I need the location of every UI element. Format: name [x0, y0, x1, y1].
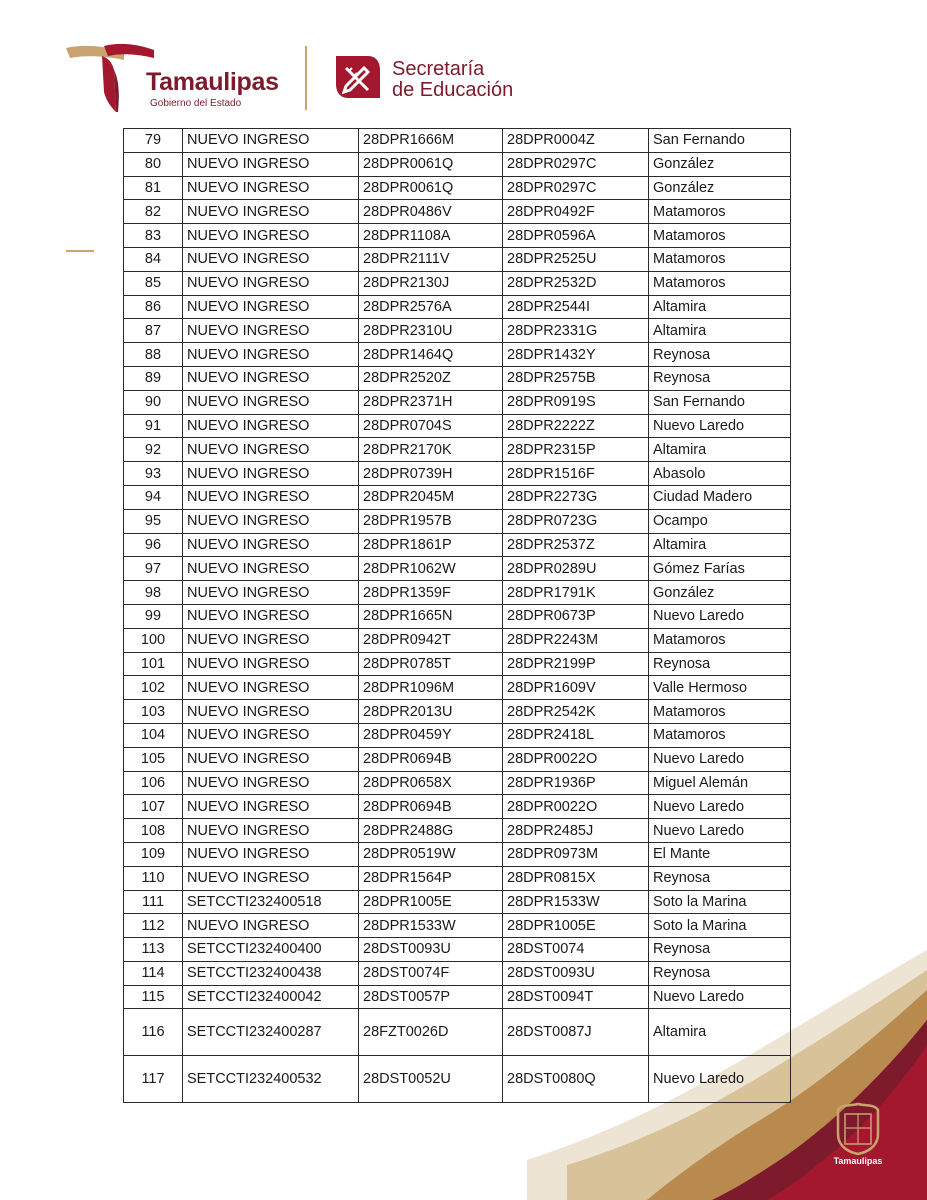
table-row — [124, 795, 791, 819]
municipality-cell: Nuevo Laredo — [649, 604, 791, 628]
cct-origin-cell: 28DST0074F — [359, 961, 503, 985]
municipality-cell: Reynosa — [649, 652, 791, 676]
cct-destination-cell: 28DPR0973M — [503, 842, 649, 866]
municipality-cell: González — [649, 152, 791, 176]
table-row — [124, 581, 791, 605]
row-number-cell: 109 — [124, 842, 183, 866]
table-row — [124, 938, 791, 962]
folio-cell: NUEVO INGRESO — [183, 652, 359, 676]
municipality-cell: Matamoros — [649, 224, 791, 248]
municipality-cell: Nuevo Laredo — [649, 795, 791, 819]
row-number-cell: 114 — [124, 961, 183, 985]
row-number-cell: 85 — [124, 271, 183, 295]
secretaria-line-1: Secretaría — [392, 58, 485, 80]
cct-destination-cell: 28DPR2544I — [503, 295, 649, 319]
state-seal — [818, 1102, 898, 1192]
row-number-cell: 92 — [124, 438, 183, 462]
folio-cell: NUEVO INGRESO — [183, 581, 359, 605]
row-number-cell: 102 — [124, 676, 183, 700]
cct-origin-cell: 28DPR2045M — [359, 485, 503, 509]
folio-cell: NUEVO INGRESO — [183, 628, 359, 652]
table-row — [124, 1009, 791, 1056]
cct-origin-cell: 28DPR0739H — [359, 462, 503, 486]
row-number-cell: 93 — [124, 462, 183, 486]
cct-destination-cell: 28DST0094T — [503, 985, 649, 1009]
cct-destination-cell: 28DST0080Q — [503, 1056, 649, 1103]
cct-destination-cell: 28DPR1609V — [503, 676, 649, 700]
cct-destination-cell: 28DPR1936P — [503, 771, 649, 795]
folio-cell: NUEVO INGRESO — [183, 176, 359, 200]
cct-origin-cell: 28DPR2111V — [359, 247, 503, 271]
row-number-cell: 112 — [124, 914, 183, 938]
cct-origin-cell: 28DPR0704S — [359, 414, 503, 438]
cct-origin-cell: 28DPR1564P — [359, 866, 503, 890]
cct-destination-cell: 28DPR0815X — [503, 866, 649, 890]
cct-destination-cell: 28DPR2525U — [503, 247, 649, 271]
table-row — [124, 652, 791, 676]
cct-origin-cell: 28DPR1359F — [359, 581, 503, 605]
row-number-cell: 105 — [124, 747, 183, 771]
row-number-cell: 98 — [124, 581, 183, 605]
cct-destination-cell: 28DST0093U — [503, 961, 649, 985]
folio-cell: NUEVO INGRESO — [183, 129, 359, 153]
folio-cell: NUEVO INGRESO — [183, 462, 359, 486]
table-row — [124, 628, 791, 652]
side-margin-mark — [66, 250, 94, 252]
table-row — [124, 295, 791, 319]
cct-origin-cell: 28DPR1665N — [359, 604, 503, 628]
table-row — [124, 319, 791, 343]
table-row — [124, 485, 791, 509]
row-number-cell: 84 — [124, 247, 183, 271]
municipality-cell: Reynosa — [649, 938, 791, 962]
municipality-cell: Gómez Farías — [649, 557, 791, 581]
municipality-cell: Reynosa — [649, 866, 791, 890]
cct-destination-cell: 28DPR2199P — [503, 652, 649, 676]
folio-cell: SETCCTI232400287 — [183, 1009, 359, 1056]
table-row — [124, 533, 791, 557]
row-number-cell: 101 — [124, 652, 183, 676]
folio-cell: NUEVO INGRESO — [183, 676, 359, 700]
table-row — [124, 866, 791, 890]
cct-destination-cell: 28DPR0492F — [503, 200, 649, 224]
cct-destination-cell: 28DPR1432Y — [503, 343, 649, 367]
municipality-cell: Nuevo Laredo — [649, 1056, 791, 1103]
folio-cell: NUEVO INGRESO — [183, 604, 359, 628]
folio-cell: NUEVO INGRESO — [183, 295, 359, 319]
folio-cell: NUEVO INGRESO — [183, 485, 359, 509]
municipality-cell: Ocampo — [649, 509, 791, 533]
table-row — [124, 961, 791, 985]
row-number-cell: 94 — [124, 485, 183, 509]
pencil-ruler-icon — [332, 52, 382, 102]
municipality-cell: El Mante — [649, 842, 791, 866]
municipality-cell: Altamira — [649, 295, 791, 319]
page-header — [0, 0, 927, 125]
municipality-cell: Altamira — [649, 319, 791, 343]
table-row — [124, 985, 791, 1009]
municipality-cell: Abasolo — [649, 462, 791, 486]
municipality-cell: San Fernando — [649, 390, 791, 414]
cct-origin-cell: 28DPR0694B — [359, 795, 503, 819]
row-number-cell: 96 — [124, 533, 183, 557]
cct-origin-cell: 28DPR2310U — [359, 319, 503, 343]
folio-cell: NUEVO INGRESO — [183, 700, 359, 724]
cct-destination-cell: 28DPR0673P — [503, 604, 649, 628]
cct-destination-cell: 28DPR2418L — [503, 723, 649, 747]
row-number-cell: 82 — [124, 200, 183, 224]
row-number-cell: 95 — [124, 509, 183, 533]
cct-origin-cell: 28DPR1533W — [359, 914, 503, 938]
folio-cell: NUEVO INGRESO — [183, 533, 359, 557]
table-row — [124, 366, 791, 390]
folio-cell: NUEVO INGRESO — [183, 247, 359, 271]
folio-cell: NUEVO INGRESO — [183, 319, 359, 343]
municipality-cell: Valle Hermoso — [649, 676, 791, 700]
row-number-cell: 88 — [124, 343, 183, 367]
cct-origin-cell: 28DST0052U — [359, 1056, 503, 1103]
cct-destination-cell: 28DPR2315P — [503, 438, 649, 462]
table-body — [124, 129, 791, 1103]
row-number-cell: 87 — [124, 319, 183, 343]
cct-destination-cell: 28DPR2485J — [503, 819, 649, 843]
folio-cell: SETCCTI232400518 — [183, 890, 359, 914]
cct-origin-cell: 28DPR0459Y — [359, 723, 503, 747]
table-row — [124, 224, 791, 248]
table-row — [124, 152, 791, 176]
municipality-cell: Matamoros — [649, 200, 791, 224]
table-row — [124, 890, 791, 914]
cct-origin-cell: 28FZT0026D — [359, 1009, 503, 1056]
table-row — [124, 438, 791, 462]
row-number-cell: 106 — [124, 771, 183, 795]
cct-origin-cell: 28DPR2576A — [359, 295, 503, 319]
municipality-cell: San Fernando — [649, 129, 791, 153]
cct-origin-cell: 28DPR2013U — [359, 700, 503, 724]
table-row — [124, 200, 791, 224]
table-row — [124, 557, 791, 581]
row-number-cell: 111 — [124, 890, 183, 914]
cct-origin-cell: 28DPR1666M — [359, 129, 503, 153]
cct-destination-cell: 28DPR2532D — [503, 271, 649, 295]
folio-cell: SETCCTI232400532 — [183, 1056, 359, 1103]
municipality-cell: González — [649, 581, 791, 605]
folio-cell: SETCCTI232400042 — [183, 985, 359, 1009]
folio-cell: NUEVO INGRESO — [183, 866, 359, 890]
row-number-cell: 89 — [124, 366, 183, 390]
row-number-cell: 113 — [124, 938, 183, 962]
cct-destination-cell: 28DST0087J — [503, 1009, 649, 1056]
row-number-cell: 86 — [124, 295, 183, 319]
table-row — [124, 414, 791, 438]
cct-destination-cell: 28DPR0022O — [503, 795, 649, 819]
table-row — [124, 819, 791, 843]
row-number-cell: 99 — [124, 604, 183, 628]
municipality-cell: Reynosa — [649, 343, 791, 367]
cct-origin-cell: 28DPR2130J — [359, 271, 503, 295]
data-table — [123, 128, 791, 1103]
cct-origin-cell: 28DST0093U — [359, 938, 503, 962]
row-number-cell: 104 — [124, 723, 183, 747]
cct-origin-cell: 28DPR2371H — [359, 390, 503, 414]
cct-destination-cell: 28DPR0297C — [503, 176, 649, 200]
folio-cell: NUEVO INGRESO — [183, 200, 359, 224]
municipality-cell: Nuevo Laredo — [649, 747, 791, 771]
municipality-cell: Altamira — [649, 533, 791, 557]
cct-origin-cell: 28DPR0061Q — [359, 176, 503, 200]
municipality-cell: Ciudad Madero — [649, 485, 791, 509]
cct-destination-cell: 28DPR1005E — [503, 914, 649, 938]
cct-origin-cell: 28DPR0658X — [359, 771, 503, 795]
folio-cell: NUEVO INGRESO — [183, 390, 359, 414]
table-row — [124, 1056, 791, 1103]
cct-origin-cell: 28DPR1957B — [359, 509, 503, 533]
folio-cell: NUEVO INGRESO — [183, 723, 359, 747]
cct-destination-cell: 28DPR0004Z — [503, 129, 649, 153]
cct-origin-cell: 28DPR1108A — [359, 224, 503, 248]
table-row — [124, 700, 791, 724]
cct-origin-cell: 28DPR2520Z — [359, 366, 503, 390]
municipality-cell: Soto la Marina — [649, 890, 791, 914]
row-number-cell: 117 — [124, 1056, 183, 1103]
folio-cell: NUEVO INGRESO — [183, 438, 359, 462]
cct-origin-cell: 28DPR0519W — [359, 842, 503, 866]
row-number-cell: 116 — [124, 1009, 183, 1056]
municipality-cell: Soto la Marina — [649, 914, 791, 938]
secretaria-line-2: de Educación — [392, 79, 514, 101]
folio-cell: SETCCTI232400438 — [183, 961, 359, 985]
cct-destination-cell: 28DPR2542K — [503, 700, 649, 724]
folio-cell: NUEVO INGRESO — [183, 914, 359, 938]
cct-origin-cell: 28DPR0942T — [359, 628, 503, 652]
folio-cell: NUEVO INGRESO — [183, 366, 359, 390]
municipality-cell: Nuevo Laredo — [649, 819, 791, 843]
row-number-cell: 91 — [124, 414, 183, 438]
cct-origin-cell: 28DPR2170K — [359, 438, 503, 462]
table-row — [124, 604, 791, 628]
folio-cell: NUEVO INGRESO — [183, 771, 359, 795]
seal-label: Tamaulipas — [833, 1156, 883, 1166]
row-number-cell: 83 — [124, 224, 183, 248]
cct-destination-cell: 28DPR1791K — [503, 581, 649, 605]
table-row — [124, 676, 791, 700]
cct-destination-cell: 28DPR0289U — [503, 557, 649, 581]
table-row — [124, 462, 791, 486]
cct-destination-cell: 28DPR2273G — [503, 485, 649, 509]
cct-destination-cell: 28DPR1516F — [503, 462, 649, 486]
cct-origin-cell: 28DPR1096M — [359, 676, 503, 700]
brand-name: Tamaulipas — [146, 68, 279, 96]
tamaulipas-logo — [64, 42, 304, 116]
coat-of-arms-icon — [832, 1102, 884, 1156]
municipality-cell: Matamoros — [649, 271, 791, 295]
row-number-cell: 79 — [124, 129, 183, 153]
table-row — [124, 914, 791, 938]
cct-destination-cell: 28DPR2575B — [503, 366, 649, 390]
cct-origin-cell: 28DPR1062W — [359, 557, 503, 581]
row-number-cell: 110 — [124, 866, 183, 890]
cct-destination-cell: 28DPR0919S — [503, 390, 649, 414]
municipality-cell: González — [649, 176, 791, 200]
municipality-cell: Miguel Alemán — [649, 771, 791, 795]
municipality-cell: Nuevo Laredo — [649, 985, 791, 1009]
cct-origin-cell: 28DPR0785T — [359, 652, 503, 676]
row-number-cell: 97 — [124, 557, 183, 581]
cct-origin-cell: 28DPR1464Q — [359, 343, 503, 367]
table-row — [124, 176, 791, 200]
folio-cell: NUEVO INGRESO — [183, 747, 359, 771]
table-row — [124, 271, 791, 295]
municipality-cell: Reynosa — [649, 366, 791, 390]
row-number-cell: 81 — [124, 176, 183, 200]
row-number-cell: 107 — [124, 795, 183, 819]
table-row — [124, 771, 791, 795]
cct-origin-cell: 28DPR0486V — [359, 200, 503, 224]
row-number-cell: 115 — [124, 985, 183, 1009]
cct-origin-cell: 28DPR0694B — [359, 747, 503, 771]
cct-origin-cell: 28DPR0061Q — [359, 152, 503, 176]
row-number-cell: 90 — [124, 390, 183, 414]
header-divider — [305, 46, 307, 110]
municipality-cell: Matamoros — [649, 628, 791, 652]
folio-cell: SETCCTI232400400 — [183, 938, 359, 962]
secretaria-logo — [332, 52, 532, 112]
folio-cell: NUEVO INGRESO — [183, 842, 359, 866]
cct-destination-cell: 28DPR0297C — [503, 152, 649, 176]
cct-destination-cell: 28DPR0723G — [503, 509, 649, 533]
row-number-cell: 80 — [124, 152, 183, 176]
cct-destination-cell: 28DPR0022O — [503, 747, 649, 771]
table-row — [124, 247, 791, 271]
table-row — [124, 842, 791, 866]
cct-destination-cell: 28DST0074 — [503, 938, 649, 962]
folio-cell: NUEVO INGRESO — [183, 414, 359, 438]
cct-destination-cell: 28DPR2537Z — [503, 533, 649, 557]
folio-cell: NUEVO INGRESO — [183, 152, 359, 176]
cct-destination-cell: 28DPR2222Z — [503, 414, 649, 438]
municipality-cell: Matamoros — [649, 723, 791, 747]
brand-subtitle: Gobierno del Estado — [150, 98, 242, 109]
table-row — [124, 509, 791, 533]
municipality-cell: Reynosa — [649, 961, 791, 985]
cct-origin-cell: 28DST0057P — [359, 985, 503, 1009]
cct-origin-cell: 28DPR1861P — [359, 533, 503, 557]
cct-origin-cell: 28DPR2488G — [359, 819, 503, 843]
municipality-cell: Altamira — [649, 438, 791, 462]
municipality-cell: Altamira — [649, 1009, 791, 1056]
folio-cell: NUEVO INGRESO — [183, 819, 359, 843]
folio-cell: NUEVO INGRESO — [183, 224, 359, 248]
table-row — [124, 747, 791, 771]
folio-cell: NUEVO INGRESO — [183, 557, 359, 581]
table-row — [124, 129, 791, 153]
municipality-cell: Matamoros — [649, 700, 791, 724]
folio-cell: NUEVO INGRESO — [183, 271, 359, 295]
table-row — [124, 390, 791, 414]
cct-origin-cell: 28DPR1005E — [359, 890, 503, 914]
row-number-cell: 108 — [124, 819, 183, 843]
cct-destination-cell: 28DPR2243M — [503, 628, 649, 652]
row-number-cell: 100 — [124, 628, 183, 652]
municipality-cell: Matamoros — [649, 247, 791, 271]
folio-cell: NUEVO INGRESO — [183, 795, 359, 819]
row-number-cell: 103 — [124, 700, 183, 724]
table-row — [124, 723, 791, 747]
folio-cell: NUEVO INGRESO — [183, 343, 359, 367]
tamaulipas-emblem-icon — [64, 42, 156, 116]
table-row — [124, 343, 791, 367]
cct-destination-cell: 28DPR0596A — [503, 224, 649, 248]
folio-cell: NUEVO INGRESO — [183, 509, 359, 533]
municipality-cell: Nuevo Laredo — [649, 414, 791, 438]
cct-destination-cell: 28DPR1533W — [503, 890, 649, 914]
cct-destination-cell: 28DPR2331G — [503, 319, 649, 343]
